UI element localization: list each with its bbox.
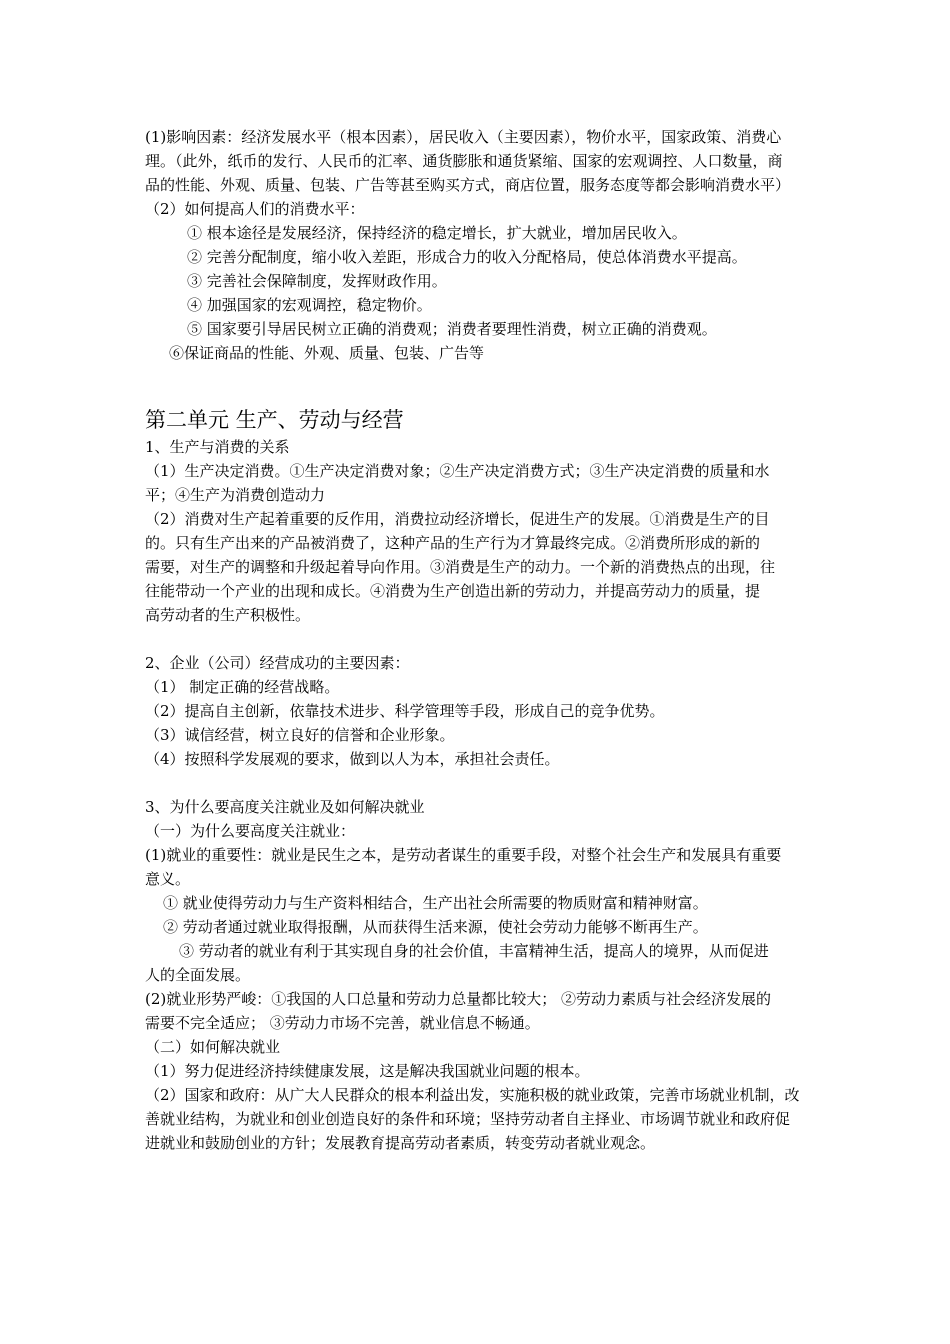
list-item: （1） 制定正确的经营战略。 [145,678,340,696]
text-line: 高劳动者的生产积极性。 [145,606,311,624]
numbered-list [145,221,857,365]
text-line: 平；④生产为消费创造动力 [145,486,326,504]
question-title: 3、为什么要高度关注就业及如何解决就业 [145,798,425,816]
question-title: 2、企业（公司）经营成功的主要因素： [145,654,410,672]
list-item: （4）按照科学发展观的要求，做到以人为本，承担社会责任。 [145,750,560,768]
text-line: 往能带动一个产业的出现和成长。④消费为生产创造出新的劳动力，并提高劳动力的质量，提 [145,582,761,600]
text-line: 需要，对生产的调整和升级起着导向作用。③消费是生产的动力。一个新的消费热点的出现，往 [145,558,776,576]
question-title: 1、生产与消费的关系 [145,438,290,456]
list-item: ① 就业使得劳动力与生产资料相结合，生产出社会所需要的物质财富和精神财富。 [163,894,708,912]
text-line: ③ 劳动者的就业有利于其实现自身的社会价值，丰富精神生活，提高人的境界，从而促进 [179,942,769,960]
list-item: ⑥保证商品的性能、外观、质量、包装、广告等 [169,344,485,362]
text-line: 的。只有生产出来的产品被消费了，这种产品的生产行为才算最终完成。②消费所形成的新的 [145,534,761,552]
text-line: 进就业和鼓励创业的方针；发展教育提高劳动者素质，转变劳动者就业观念。 [145,1134,656,1152]
paragraph [145,507,857,627]
text-line: （2）消费对生产起着重要的反作用，消费拉动经济增长，促进生产的发展。①消费是生产的目 [145,510,770,528]
list-item: ③ 完善社会保障制度，发挥财政作用。 [187,272,447,290]
subheading: （二）如何解决就业 [145,1038,281,1056]
paragraph [145,1083,857,1155]
list-item: （3）诚信经营，树立良好的信誉和企业形象。 [145,726,455,744]
list-item [145,939,857,987]
factors-paragraph [145,125,857,197]
text-line: (1)就业的重要性：就业是民生之本，是劳动者谋生的重要手段，对整个社会生产和发展具有重要 [145,846,782,864]
text-line: （2）国家和政府：从广大人民群众的根本利益出发，实施积极的就业政策，完善市场就业机制，改 [145,1086,800,1104]
list-item: ① 根本途径是发展经济，保持经济的稳定增长，扩大就业，增加居民收入。 [187,224,687,242]
paragraph [145,843,857,891]
text-line: 人的全面发展。 [145,966,251,984]
paragraph [145,987,857,1035]
text-line: 品的性能、外观、质量、包装、广告等甚至购买方式，商店位置，服务态度等都会影响消费水平） [145,176,791,194]
list-item: ② 劳动者通过就业取得报酬，从而获得生活来源，使社会劳动力能够不断再生产。 [163,918,708,936]
text-line: 理。（此外，纸币的发行、人民币的汇率、通货膨胀和通货紧缩、国家的宏观调控、人口数量，商 [145,152,783,170]
text-line: (2)就业形势严峻：①我国的人口总量和劳动力总量都比较大； ②劳动力素质与社会经济发展的 [145,990,772,1008]
list-item: ⑤ 国家要引导居民树立正确的消费观；消费者要理性消费，树立正确的消费观。 [187,320,717,338]
list-item: ④ 加强国家的宏观调控，稳定物价。 [187,296,432,314]
unit-heading: 第二单元 生产、劳动与经营 [145,408,404,432]
text-line: (1)影响因素：经济发展水平（根本因素），居民收入（主要因素），物价水平，国家政策、消费心 [145,128,782,146]
numbered-list [145,675,857,771]
paragraph [145,459,857,507]
document-body [145,125,857,1155]
subheading: （2）如何提高人们的消费水平： [145,200,365,218]
list-item: （1）努力促进经济持续健康发展，这是解决我国就业问题的根本。 [145,1062,590,1080]
text-line: 善就业结构，为就业和创业创造良好的条件和环境；坚持劳动者自主择业、市场调节就业和政府促 [145,1110,791,1128]
subheading: （一）为什么要高度关注就业： [145,822,356,840]
text-line: 意义。 [145,870,191,888]
text-line: 需要不完全适应； ③劳动力市场不完善，就业信息不畅通。 [145,1014,540,1032]
text-line: （1）生产决定消费。①生产决定消费对象；②生产决定消费方式；③生产决定消费的质量和水 [145,462,770,480]
list-item: （2）提高自主创新，依靠技术进步、科学管理等手段，形成自己的竞争优势。 [145,702,665,720]
list-item: ② 完善分配制度，缩小收入差距，形成合力的收入分配格局，使总体消费水平提高。 [187,248,747,266]
